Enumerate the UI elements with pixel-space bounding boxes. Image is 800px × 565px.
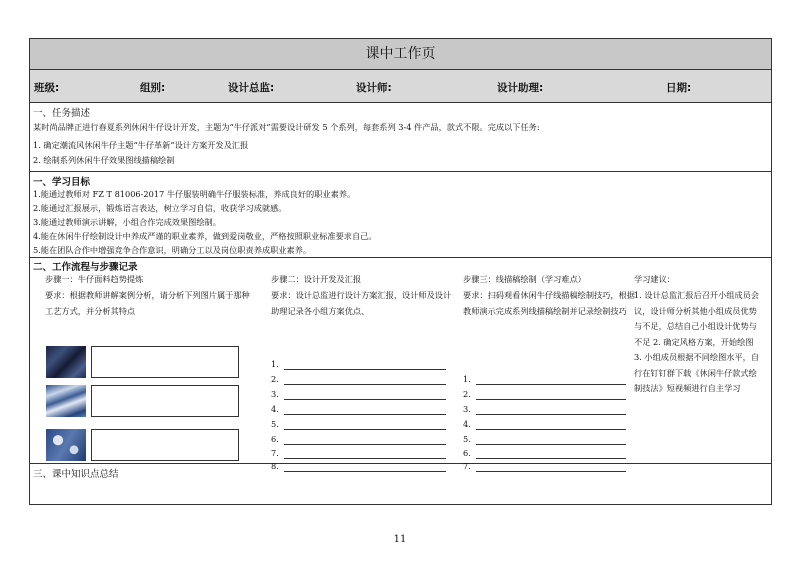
- record-line-number: 2.: [463, 389, 471, 399]
- goal-item: 3.能通过教师演示讲解，小组合作完成效果图绘制。: [33, 217, 221, 227]
- denim-fabric-image: [46, 385, 86, 417]
- record-line-number: 1.: [271, 359, 279, 369]
- record-line-number: 7.: [271, 448, 279, 458]
- task-section: [30, 103, 771, 172]
- record-line-number: 5.: [463, 434, 471, 444]
- step1-title: 步骤一：牛仔面料趋势提炼: [45, 274, 144, 284]
- assistant-label: 设计助理:: [497, 82, 544, 94]
- date-label: 日期:: [666, 82, 692, 94]
- page-number: 11: [393, 534, 407, 545]
- record-line-number: 2.: [271, 374, 279, 384]
- step3-title: 步骤三：线描稿绘制（学习难点）: [463, 274, 586, 284]
- record-line-number: 3.: [463, 404, 471, 414]
- goal-item: 4.能在休闲牛仔绘制设计中养成严谨的职业素养，做到爱岗敬业，严格按照职业标准要求自己。: [33, 231, 377, 241]
- tips-body: 1. 设计总监汇报后召开小组成员会议，设计师分析其他小组成员优势与不足，总结自己小组设计优势与不足 2. 确定风格方案，开始绘图 3. 小组成员根据不同绘图水平，自行在钉钉群下载《休闲牛仔款式绘制技法》短视频进行自主学习: [634, 290, 760, 393]
- record-line[interactable]: [284, 369, 446, 370]
- record-line[interactable]: [284, 414, 446, 415]
- step1-requirement: 要求：根据教师讲解案例分析，请分析下列图片属于那种工艺方式，并分析其特点: [45, 290, 250, 316]
- record-line-number: 5.: [271, 419, 279, 429]
- goal-item: 5.能在团队合作中增强竞争合作意识，明确分工以及岗位职责养成职业素养。: [33, 245, 312, 255]
- group-label: 组别:: [140, 82, 166, 94]
- record-line[interactable]: [284, 384, 446, 385]
- summary-heading: 三、课中知识点总结: [33, 469, 119, 480]
- record-line[interactable]: [284, 444, 446, 445]
- workflow-heading: 二、工作流程与步骤记录: [33, 262, 138, 273]
- record-line-number: 7.: [463, 461, 471, 471]
- goals-section: [30, 172, 771, 258]
- record-line-number: 4.: [463, 419, 471, 429]
- summary-section: [30, 464, 771, 505]
- director-label: 设计总监:: [228, 82, 275, 94]
- answer-box[interactable]: [91, 346, 239, 378]
- tips-title: 学习建议：: [634, 274, 675, 284]
- goal-item: 2.能通过汇报展示，锻炼语言表达，树立学习自信，收获学习成就感。: [33, 203, 287, 213]
- denim-fabric-image: [46, 429, 86, 461]
- answer-box[interactable]: [91, 429, 239, 461]
- task-heading: 一、任务描述: [33, 108, 91, 119]
- step3-requirement: 要求：扫码观看休闲牛仔线描稿绘制技巧，根据教师演示完成系列线描稿绘制并记录绘制技巧: [463, 290, 635, 316]
- record-line-number: 4.: [271, 404, 279, 414]
- page-title: 课中工作页: [30, 39, 771, 70]
- record-line[interactable]: [476, 414, 626, 415]
- task-item: 1. 确定潮流风休闲牛仔主题“牛仔革新”设计方案开发及汇报: [33, 140, 249, 150]
- record-line[interactable]: [476, 399, 626, 400]
- record-line[interactable]: [284, 429, 446, 430]
- record-line[interactable]: [284, 458, 446, 459]
- record-line-number: 8.: [271, 461, 279, 471]
- answer-box[interactable]: [91, 385, 239, 417]
- task-desc: 某时尚品牌正进行春夏系列休闲牛仔设计开发，主题为“牛仔派对”需要设计研发 5 个系列，每套系列 3-4 件产品，款式不限。完成以下任务:: [33, 122, 540, 132]
- record-line[interactable]: [476, 429, 626, 430]
- class-label: 班级:: [34, 82, 60, 94]
- record-line[interactable]: [284, 399, 446, 400]
- record-line-number: 3.: [271, 389, 279, 399]
- task-item: 2. 绘制系列休闲牛仔效果图线描稿绘制: [33, 155, 175, 165]
- workflow-section: [30, 258, 771, 471]
- worksheet: [29, 38, 772, 505]
- step2-requirement: 要求：设计总监进行设计方案汇报，设计师及设计助理记录各小组方案优点、: [271, 290, 452, 316]
- step2-title: 步骤二：设计开发及汇报: [271, 274, 362, 284]
- goals-heading: 一、学习目标: [33, 177, 91, 188]
- record-line[interactable]: [476, 458, 626, 459]
- record-line[interactable]: [476, 444, 626, 445]
- denim-fabric-image: [46, 346, 86, 378]
- record-line-number: 1.: [463, 374, 471, 384]
- record-line-number: 6.: [271, 434, 279, 444]
- record-line-number: 6.: [463, 448, 471, 458]
- designer-label: 设计师:: [356, 82, 392, 94]
- info-bar: [30, 70, 771, 103]
- record-line[interactable]: [476, 384, 626, 385]
- goal-item: 1.能通过教师对 FZ T 81006-2017 牛仔服装明确牛仔服装标准，养成良好的职业素养。: [33, 189, 356, 199]
